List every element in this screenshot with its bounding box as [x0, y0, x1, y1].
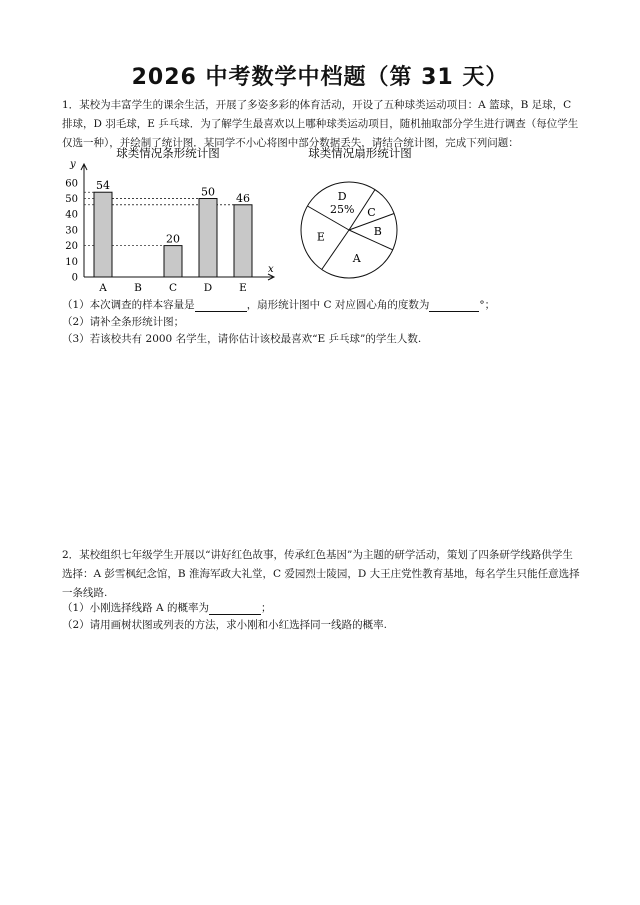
pie-slice-label: A — [352, 251, 361, 265]
pie-chart-title: 球类情况扇形统计图 — [308, 146, 412, 160]
bar-value-label: 20 — [166, 232, 180, 246]
problem1-text: 1．某校为丰富学生的课余生活，开展了多姿多彩的体育活动，开设了五种球类运动项目：A 篮球，B 足球，C 排球，D 羽毛球，E 乒乓球．为了解学生最喜欢以上哪种球类运动项目，随机抽取部分学生进行调查（每位学生仅选一种），并绘制了统计图．某同学不小心将图中部分数据丢失，请结合统计图，完成下列问题： — [62, 99, 579, 149]
y-tick-label: 20 — [65, 241, 78, 253]
pie-chart — [292, 144, 434, 300]
bar — [164, 246, 182, 277]
pie-slice-label: C — [367, 206, 376, 220]
pie-slice-label: D — [337, 190, 347, 204]
x-tick-label: A — [99, 282, 107, 294]
pie-slice-divider — [349, 230, 393, 250]
y-tick-label: 50 — [65, 194, 78, 205]
x-tick-label: C — [168, 282, 178, 294]
pie-slice-label: E — [316, 230, 325, 244]
problem2-text: 2．某校组织七年级学生开展以“讲好红色故事，传承红色基因”为主题的研学活动，策划了四条研学线路供学生选择：A 彭雪枫纪念馆，B 淮海军政大礼堂，C 爱园烈士陵园，D 大王庄党性教育基地，每名学生只能任意选择一条线路. — [62, 549, 580, 599]
bar — [234, 205, 252, 277]
q1-text-c: °； — [479, 299, 496, 311]
p2-q1-text-a: （1）小刚选择线路 A 的概率为 — [62, 602, 209, 614]
p2-q1-text-b: ； — [260, 602, 272, 614]
x-tick-label: D — [203, 282, 213, 294]
bar-value-label: 46 — [236, 191, 250, 205]
bar-value-label: 50 — [201, 185, 215, 199]
pie-slice-divider — [322, 230, 349, 269]
bar-value-label: 54 — [96, 179, 110, 193]
y-tick-label: 60 — [65, 178, 78, 190]
y-tick-label: 0 — [71, 272, 78, 284]
q1-text-a: （1）本次调查的样本容量是 — [62, 299, 195, 311]
problem1-question-1 — [62, 297, 495, 312]
y-axis-label: y — [70, 159, 76, 170]
bar-chart-title: 球类情况条形统计图 — [116, 146, 220, 160]
bar-chart — [58, 144, 280, 300]
problem1-question-3: （3）若该校共有 2000 名学生，请你估计该校最喜欢“E 乒乓球”的学生人数. — [62, 333, 422, 345]
q1-text-b: ，扇形统计图中 C 对应圆心角的度数为 — [246, 299, 430, 311]
bar — [94, 192, 112, 277]
answer-blank-angle[interactable] — [429, 300, 479, 312]
y-tick-label: 40 — [65, 209, 78, 221]
problem1-question-2: （2）请补全条形统计图； — [62, 316, 185, 328]
y-tick-label: 10 — [65, 256, 78, 268]
problem2-question-2: （2）请用画树状图或列表的方法，求小刚和小红选择同一线路的概率. — [62, 619, 388, 631]
answer-blank-probability[interactable] — [209, 603, 261, 615]
pie-percent-label: 25% — [329, 203, 355, 217]
bar — [199, 199, 217, 278]
y-tick-label: 30 — [65, 225, 78, 237]
answer-blank-sample-size[interactable] — [195, 300, 247, 312]
x-tick-label: E — [239, 282, 247, 294]
x-tick-label: B — [134, 282, 142, 294]
x-axis-label: x — [268, 264, 274, 275]
page-title: 2026 中考数学中档题（第 31 天） — [131, 65, 509, 90]
pie-slice-label: B — [373, 225, 382, 239]
problem2-question-1 — [62, 600, 271, 615]
